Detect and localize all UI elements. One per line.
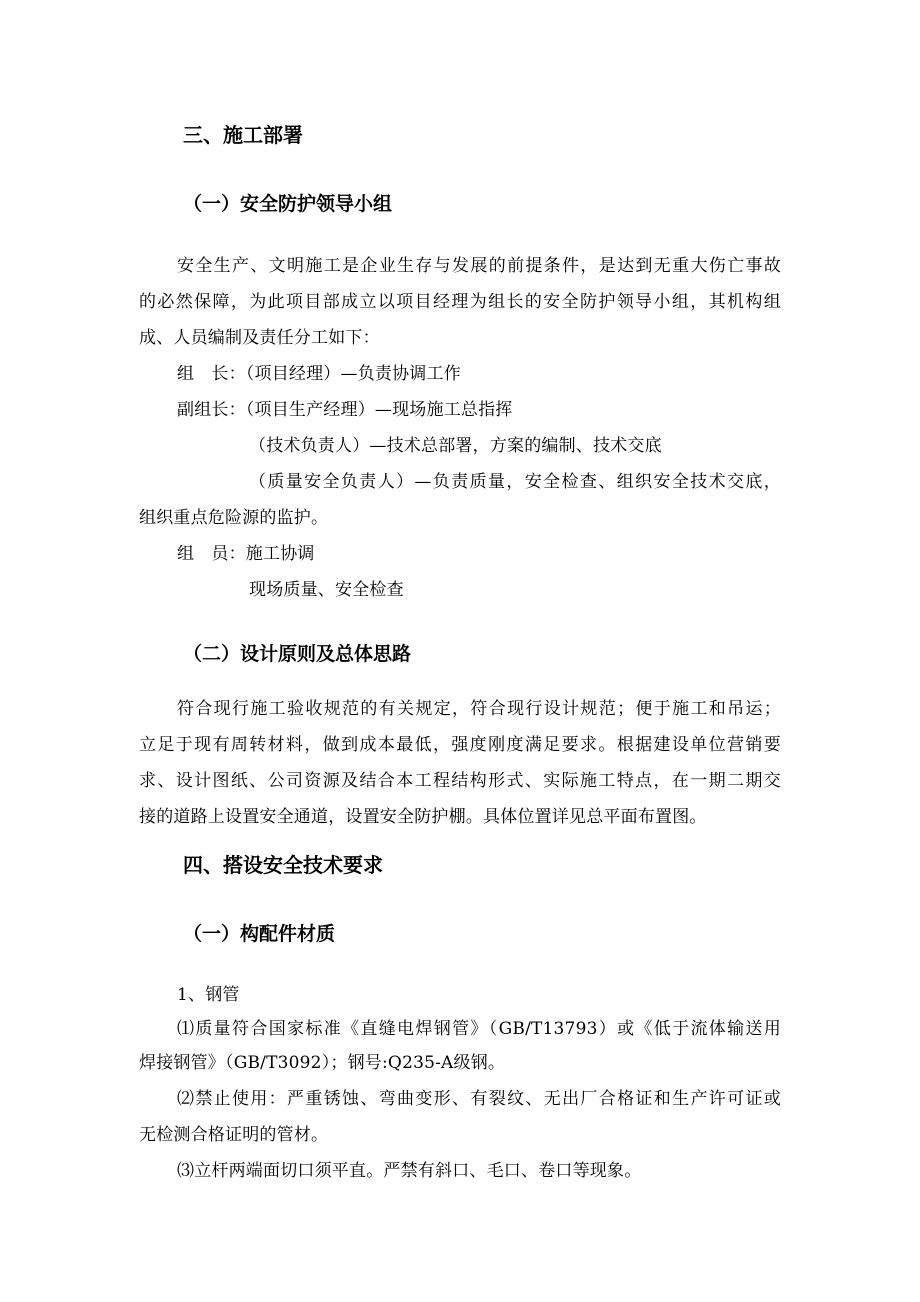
section-4-1-title: （一）构配件材质 — [183, 923, 336, 945]
role-members: 组 员：施工协调 — [177, 544, 315, 564]
paragraph-line: 成、人员编制及责任分工如下： — [139, 328, 380, 348]
item-line: 焊接钢管》（GB/T3092）；钢号:Q235-A级钢。 — [139, 1053, 506, 1073]
paragraph-line: 安全生产、文明施工是企业生存与发展的前提条件，是达到无重大伤亡事故 — [177, 256, 781, 276]
item-line: 无检测合格证明的管材。 — [139, 1125, 329, 1145]
paragraph-line: 求、设计图纸、公司资源及结合本工程结构形式、实际施工特点，在一期二期交 — [139, 771, 781, 791]
paragraph-line: 的必然保障，为此项目部成立以项目经理为组长的安全防护领导小组，其机构组 — [139, 292, 781, 312]
paragraph-line: 立足于现有周转材料，做到成本最低，强度刚度满足要求。根据建设单位营销要 — [139, 735, 781, 755]
item-line: ⑶立杆两端面切口须平直。严禁有斜口、毛口、卷口等现象。 — [177, 1161, 642, 1181]
role-leader: 组 长：（项目经理）—负责协调工作 — [177, 364, 461, 384]
role-quality-lead: （质量安全负责人）—负责质量，安全检查、组织安全技术交底， — [249, 472, 781, 492]
role-members-cont: 现场质量、安全检查 — [249, 580, 404, 600]
section-3-1-title: （一）安全防护领导小组 — [183, 193, 393, 215]
item-line: ⑴质量符合国家标准《直缝电焊钢管》（GB/T13793）或《低于流体输送用 — [177, 1019, 781, 1039]
paragraph-line: 接的道路上设置安全通道，设置安全防护棚。具体位置详见总平面布置图。 — [139, 807, 707, 827]
section-4-title: 四、搭设安全技术要求 — [183, 853, 383, 877]
role-tech-lead: （技术负责人）—技术总部署，方案的编制、技术交底 — [249, 436, 662, 456]
role-quality-lead-cont: 组织重点危险源的监护。 — [139, 508, 329, 528]
item-steel-pipe: 1、钢管 — [177, 985, 240, 1005]
section-3-title: 三、施工部署 — [183, 123, 303, 147]
section-3-2-title: （二）设计原则及总体思路 — [183, 643, 412, 665]
role-deputy-leader: 副组长：（项目生产经理）—现场施工总指挥 — [177, 400, 513, 420]
item-line: ⑵禁止使用：严重锈蚀、弯曲变形、有裂纹、无出厂合格证和生产许可证或 — [177, 1089, 781, 1109]
paragraph-line: 符合现行施工验收规范的有关规定，符合现行设计规范；便于施工和吊运； — [177, 699, 781, 719]
